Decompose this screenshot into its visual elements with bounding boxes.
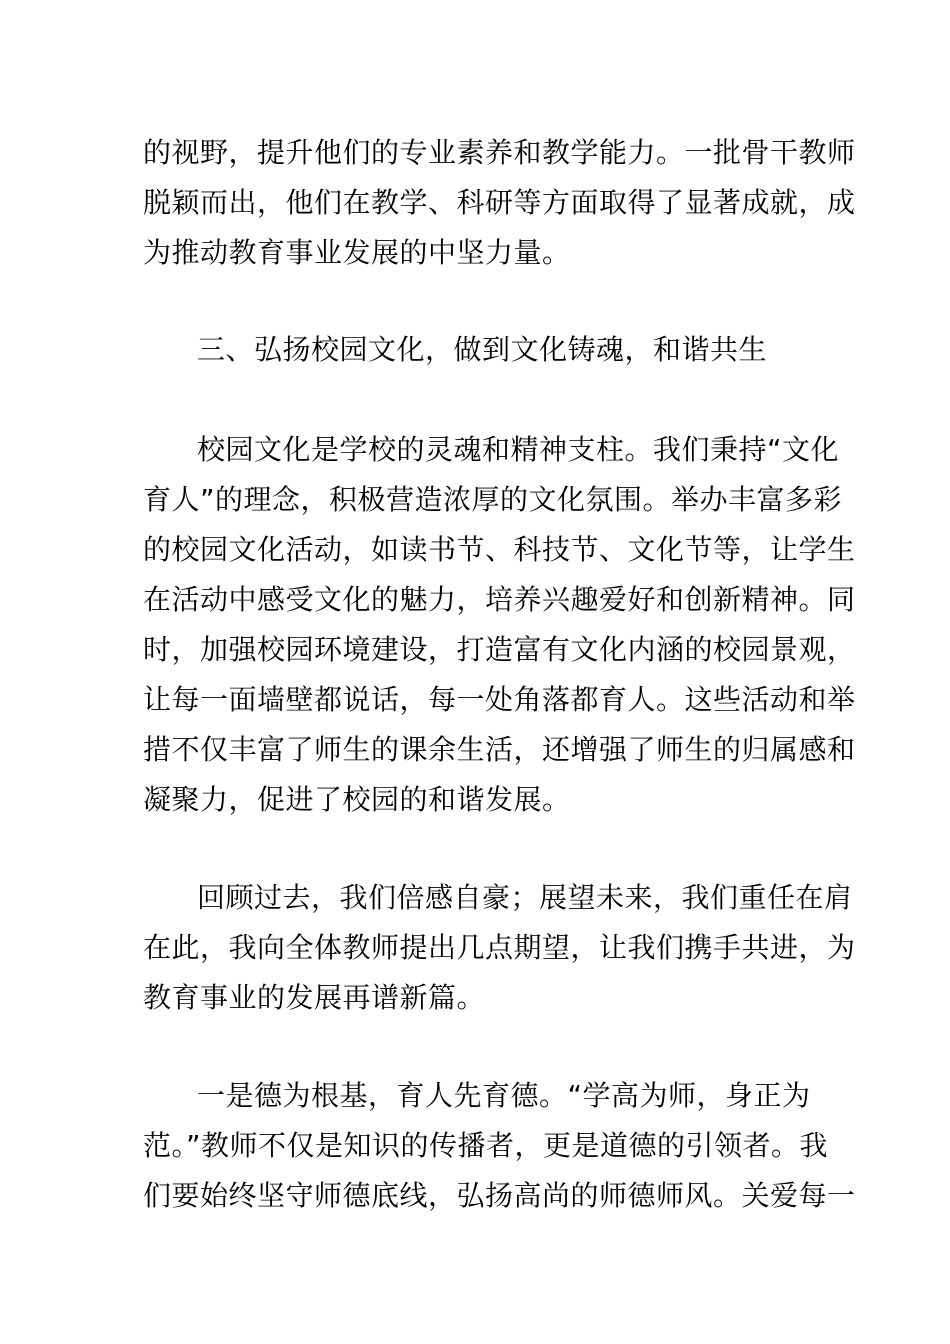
paragraph-1-line-3: 为推动教育事业发展的中坚力量。 (143, 236, 571, 269)
paragraph-4-line-2: 范。”教师不仅是知识的传播者，更是道德的引领者。我 (143, 1129, 829, 1162)
paragraph-3-line-2: 在此，我向全体教师提出几点期望，让我们携手共进，为 (143, 931, 856, 964)
paragraph-2-line-4: 在活动中感受文化的魅力，培养兴趣爱好和创新精神。同 (143, 583, 856, 616)
paragraph-2-line-7: 措不仅丰富了师生的课余生活，还增强了师生的归属感和 (143, 733, 856, 766)
paragraph-4-line-1: 一是德为根基，育人先育德。“学高为师，身正为 (197, 1079, 811, 1112)
paragraph-2-line-8: 凝聚力，促进了校园的和谐发展。 (143, 783, 571, 816)
paragraph-1-line-1: 的视野，提升他们的专业素养和教学能力。一批骨干教师 (143, 136, 856, 169)
paragraph-3-line-3: 教育事业的发展再谱新篇。 (143, 981, 486, 1014)
paragraph-2-line-2: 育人”的理念，积极营造浓厚的文化氛围。举办丰富多彩 (143, 483, 843, 516)
paragraph-4-line-3: 们要始终坚守师德底线，弘扬高尚的师德师风。关爱每一 (143, 1179, 856, 1212)
paragraph-2-line-5: 时，加强校园环境建设，打造富有文化内涵的校园景观， (143, 633, 856, 666)
paragraph-2-line-3: 的校园文化活动，如读书节、科技节、文化节等，让学生 (143, 533, 856, 566)
paragraph-2-line-6: 让每一面墙壁都说话，每一处角落都育人。这些活动和举 (143, 683, 856, 716)
paragraph-1-line-2: 脱颖而出，他们在教学、科研等方面取得了显著成就，成 (143, 186, 856, 219)
paragraph-3-line-1: 回顾过去，我们倍感自豪；展望未来，我们重任在肩 (197, 881, 853, 914)
paragraph-2-line-1: 校园文化是学校的灵魂和精神支柱。我们秉持“文化 (197, 433, 840, 466)
section-heading-3: 三、弘扬校园文化，做到文化铸魂，和谐共生 (197, 333, 768, 366)
